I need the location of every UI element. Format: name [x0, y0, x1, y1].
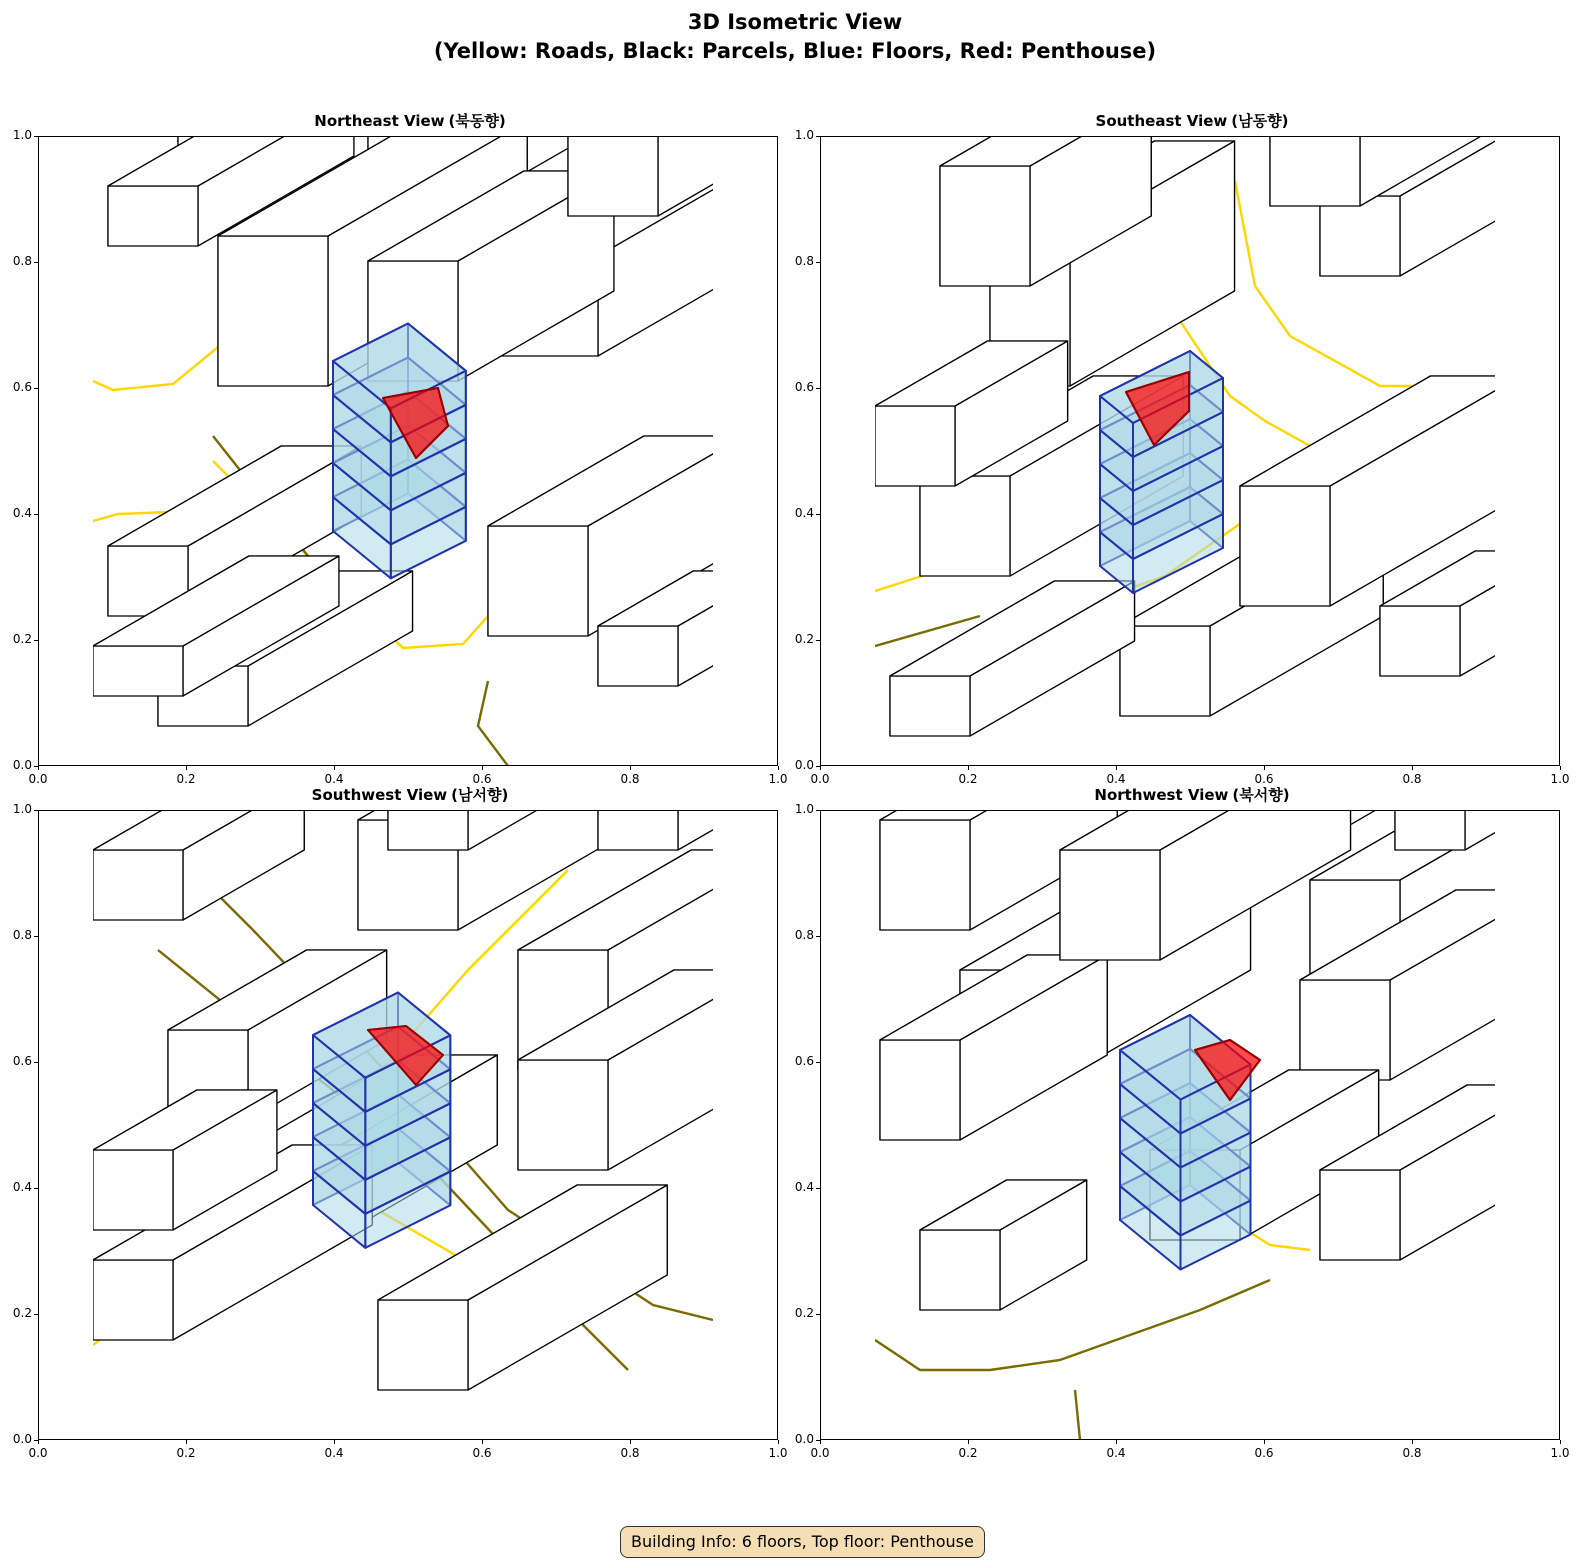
y-tick-mark: [816, 640, 820, 641]
x-tick-mark: [1560, 1440, 1561, 1444]
parcel-block-face: [940, 166, 1030, 286]
y-tick-label: 0.4: [12, 1180, 32, 1194]
parcel-block-face: [378, 1300, 468, 1390]
x-tick-label: 0.6: [472, 772, 492, 786]
x-tick-mark: [968, 766, 969, 770]
y-tick-mark: [34, 1062, 38, 1063]
y-tick-label: 1.0: [794, 128, 814, 142]
x-tick-label: 0.6: [1254, 1446, 1274, 1460]
y-tick-mark: [34, 936, 38, 937]
parcel-block-face: [93, 646, 183, 696]
parcel-block-face: [598, 626, 678, 686]
x-tick-mark: [820, 1440, 821, 1444]
y-tick-label: 0.2: [12, 632, 32, 646]
y-tick-label: 0.0: [794, 1432, 814, 1446]
x-tick-mark: [334, 1440, 335, 1444]
x-tick-mark: [482, 766, 483, 770]
x-tick-label: 0.8: [1402, 772, 1422, 786]
y-tick-label: 0.4: [794, 1180, 814, 1194]
y-tick-label: 0.2: [794, 1306, 814, 1320]
x-tick-label: 1.0: [768, 772, 788, 786]
y-tick-mark: [816, 136, 820, 137]
x-tick-mark: [186, 766, 187, 770]
right-margin: [713, 136, 778, 766]
parcel-block-face: [880, 820, 970, 930]
x-tick-label: 0.6: [1254, 772, 1274, 786]
parcel-block-face: [920, 476, 1010, 576]
x-tick-label: 0.0: [28, 772, 48, 786]
southwest-view-panel: [12, 786, 788, 1460]
northeast-view-panel: [12, 112, 788, 786]
x-tick-mark: [1264, 1440, 1265, 1444]
y-tick-label: 0.2: [794, 632, 814, 646]
figure-title: [0, 8, 1590, 66]
y-tick-label: 0.8: [794, 928, 814, 942]
y-tick-label: 0.6: [12, 1054, 32, 1068]
x-tick-mark: [630, 766, 631, 770]
x-tick-mark: [778, 1440, 779, 1444]
x-tick-mark: [778, 766, 779, 770]
x-tick-mark: [186, 1440, 187, 1444]
x-tick-mark: [1560, 766, 1561, 770]
y-tick-mark: [816, 936, 820, 937]
parcel-block-face: [93, 1260, 173, 1340]
southeast-view-panel: [794, 112, 1570, 786]
x-tick-label: 0.0: [810, 1446, 830, 1460]
x-tick-label: 0.8: [620, 1446, 640, 1460]
y-tick-label: 0.8: [12, 254, 32, 268]
parcel-block-face: [488, 526, 588, 636]
figure-title-line2: (Yellow: Roads, Black: Parcels, Blue: Floors, Red: Penthouse): [433, 39, 1157, 63]
right-margin: [1495, 810, 1560, 1440]
y-tick-label: 0.2: [12, 1306, 32, 1320]
y-tick-label: 0.8: [12, 928, 32, 942]
isometric-drawing: [820, 810, 1560, 1440]
left-margin: [820, 136, 875, 766]
y-tick-label: 1.0: [12, 802, 32, 816]
y-tick-label: 0.6: [794, 1054, 814, 1068]
right-margin: [1495, 136, 1560, 766]
y-tick-mark: [816, 1062, 820, 1063]
y-tick-mark: [816, 1188, 820, 1189]
x-tick-label: 0.2: [176, 772, 196, 786]
parcel-block-face: [93, 850, 183, 920]
x-tick-label: 0.8: [620, 772, 640, 786]
panel-title: Northwest View (북서향): [1094, 786, 1290, 804]
panel-title: Southwest View (남서향): [311, 786, 509, 804]
parcel-block-face: [1320, 196, 1400, 276]
x-tick-mark: [1412, 1440, 1413, 1444]
x-tick-mark: [1116, 766, 1117, 770]
x-tick-label: 1.0: [1550, 772, 1570, 786]
y-tick-mark: [816, 388, 820, 389]
parcel-block-face: [1240, 486, 1330, 606]
y-tick-mark: [34, 640, 38, 641]
y-tick-label: 0.8: [794, 254, 814, 268]
left-margin: [38, 136, 93, 766]
x-tick-label: 0.4: [1106, 772, 1126, 786]
x-tick-mark: [630, 1440, 631, 1444]
x-tick-mark: [968, 1440, 969, 1444]
y-tick-mark: [34, 766, 38, 767]
x-tick-label: 1.0: [1550, 1446, 1570, 1460]
x-tick-label: 0.4: [324, 1446, 344, 1460]
northwest-view-panel: [794, 786, 1570, 1460]
y-tick-mark: [34, 1440, 38, 1441]
y-tick-mark: [816, 1440, 820, 1441]
y-tick-mark: [34, 1314, 38, 1315]
parcel-block-face: [1320, 1170, 1400, 1260]
building-info-box: Building Info: 6 floors, Top floor: Penthouse: [620, 1526, 985, 1558]
left-margin: [820, 810, 875, 1440]
y-tick-mark: [34, 262, 38, 263]
x-tick-label: 0.2: [958, 772, 978, 786]
y-tick-label: 1.0: [794, 802, 814, 816]
x-tick-mark: [334, 766, 335, 770]
parcel-block-face: [1395, 810, 1465, 850]
y-tick-label: 0.0: [12, 758, 32, 772]
x-tick-label: 0.2: [958, 1446, 978, 1460]
right-margin: [713, 810, 778, 1440]
x-tick-label: 1.0: [768, 1446, 788, 1460]
parcel-block-face: [1300, 980, 1390, 1080]
isometric-drawing: [38, 136, 778, 766]
parcel-block-face: [890, 676, 970, 736]
y-tick-mark: [34, 1188, 38, 1189]
y-tick-label: 0.4: [12, 506, 32, 520]
isometric-plot-area: [820, 810, 1560, 1440]
isometric-plot-area: [820, 136, 1560, 766]
y-tick-mark: [34, 514, 38, 515]
y-tick-label: 1.0: [12, 128, 32, 142]
x-tick-label: 0.0: [28, 1446, 48, 1460]
x-tick-mark: [1264, 766, 1265, 770]
x-tick-mark: [820, 766, 821, 770]
y-tick-mark: [34, 810, 38, 811]
x-tick-label: 0.8: [1402, 1446, 1422, 1460]
figure-title-line1: 3D Isometric View: [687, 10, 903, 34]
parcel-block-face: [218, 236, 328, 386]
panel-title: Southeast View (남동향): [1095, 112, 1289, 130]
isometric-plot-area: [38, 136, 778, 766]
x-tick-label: 0.0: [810, 772, 830, 786]
y-tick-mark: [816, 766, 820, 767]
y-tick-mark: [816, 810, 820, 811]
x-tick-label: 0.6: [472, 1446, 492, 1460]
x-tick-mark: [482, 1440, 483, 1444]
parcel-block-face: [598, 810, 678, 850]
x-tick-mark: [38, 1440, 39, 1444]
parcel-block-face: [1380, 606, 1460, 676]
y-tick-label: 0.0: [12, 1432, 32, 1446]
x-tick-label: 0.2: [176, 1446, 196, 1460]
parcel-block-face: [388, 810, 468, 850]
x-tick-mark: [1412, 766, 1413, 770]
parcel-block-face: [518, 1060, 608, 1170]
parcel-block-face: [568, 136, 658, 216]
x-tick-label: 0.4: [1106, 1446, 1126, 1460]
y-tick-label: 0.6: [794, 380, 814, 394]
parcel-block-face: [920, 1230, 1000, 1310]
x-tick-mark: [1116, 1440, 1117, 1444]
parcel-block-face: [1270, 136, 1360, 206]
y-tick-label: 0.0: [794, 758, 814, 772]
x-tick-label: 0.4: [324, 772, 344, 786]
parcel-block-face: [875, 406, 955, 486]
parcel-block-face: [93, 1150, 173, 1230]
y-tick-mark: [816, 1314, 820, 1315]
x-tick-mark: [38, 766, 39, 770]
y-tick-mark: [816, 514, 820, 515]
isometric-drawing: [820, 136, 1560, 766]
y-tick-mark: [34, 388, 38, 389]
y-tick-label: 0.4: [794, 506, 814, 520]
isometric-plot-area: [38, 810, 778, 1440]
left-margin: [38, 810, 93, 1440]
panel-title: Northeast View (북동향): [314, 112, 506, 130]
y-tick-mark: [816, 262, 820, 263]
parcel-block-face: [1060, 850, 1160, 960]
y-tick-label: 0.6: [12, 380, 32, 394]
parcel-block-face: [880, 1040, 960, 1140]
isometric-drawing: [38, 810, 778, 1440]
y-tick-mark: [34, 136, 38, 137]
parcel-block-face: [108, 186, 198, 246]
